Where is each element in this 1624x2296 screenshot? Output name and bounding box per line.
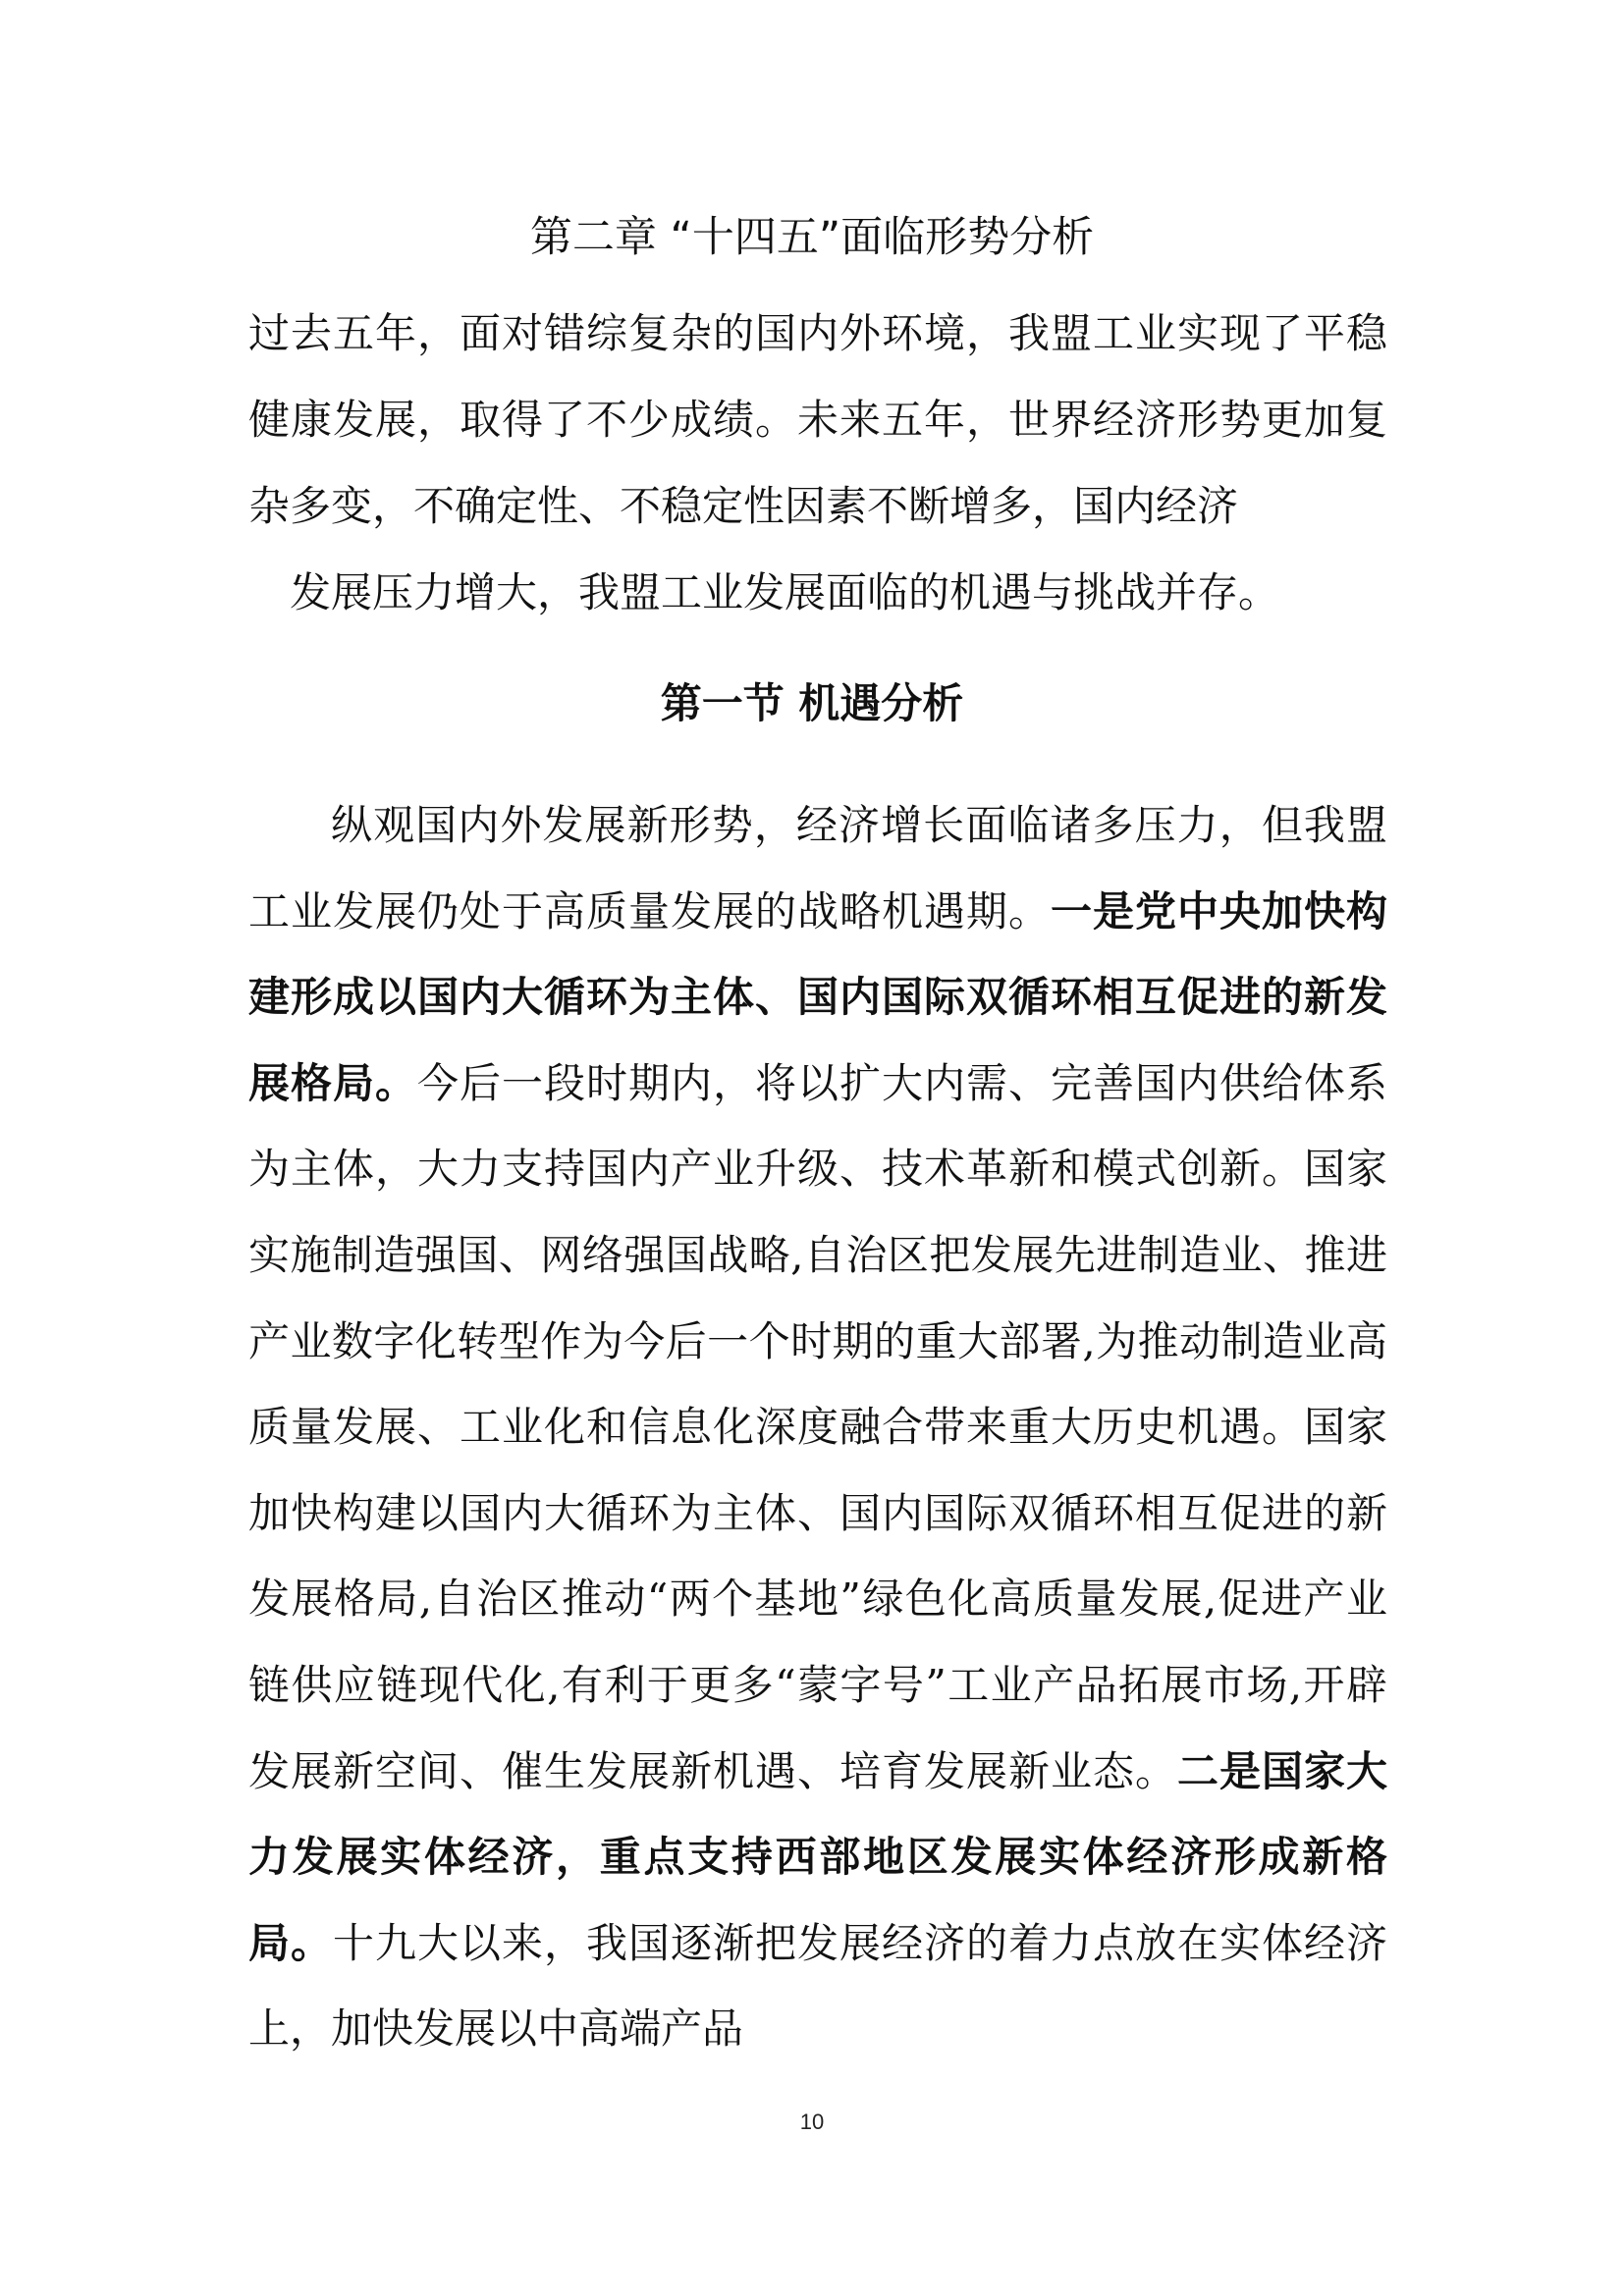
chapter-intro-paragraph: [248, 291, 1387, 636]
intro-text: 过去五年，面对错综复杂的国内外环境，我盟工业实现了平稳健康发展，取得了不少成绩。未来五年，世界经济形势更加复杂多变，不确定性、不稳定性因素不断增多，国内经济: [248, 309, 1387, 530]
paragraph-text: 纵观国内外发展新形势，经济增长面临诸多压力，但我盟工业发展仍处于高质量发展的战略机遇期。: [248, 801, 1387, 935]
intro-last-line: 发展压力增大，我盟工业发展面临的机遇与挑战并存。: [290, 568, 1280, 616]
section-title: 第一节 机遇分析: [660, 679, 964, 727]
highlight-point-two: 二是国家大力发展实体经济，重点支持西部地区发展实体经济形成新格局。: [248, 1746, 1387, 1967]
chapter-title: 第二章 “十四五”面临形势分析: [529, 213, 1095, 262]
page-number: 10: [799, 2109, 825, 2134]
paragraph-text: 今后一段时期内，将以扩大内需、完善国内供给体系为主体，大力支持国内产业升级、技术革新和模式创新。国家实施制造强国、网络强国战略,自治区把发展先进制造业、推进产业数字化转型作为今后一个时期的重大部署,为推动制造业高质量发展、工业化和信息化深度融合带来重大历史机遇。国家加快构建以国内大循环为主体、国内国际双循环相互促进的新发展格局,自治区推动“两个基地”绿色化高质量发展,促进产业链供应链现代化,有利于更多“蒙字号”工业产品拓展市场,开辟发展新空间、催生发展新机遇、培育发展新业态。: [248, 1058, 1387, 1795]
highlight-point-one: 一是党中央加快构建形成以国内大循环为主体、国内国际双循环相互促进的新发展格局。: [248, 886, 1387, 1107]
paragraph-text: 十九大以来，我国逐渐把发展经济的着力点放在实体经济上，加快发展以中高端产品: [248, 1918, 1387, 2054]
section-paragraph: [248, 782, 1387, 2072]
